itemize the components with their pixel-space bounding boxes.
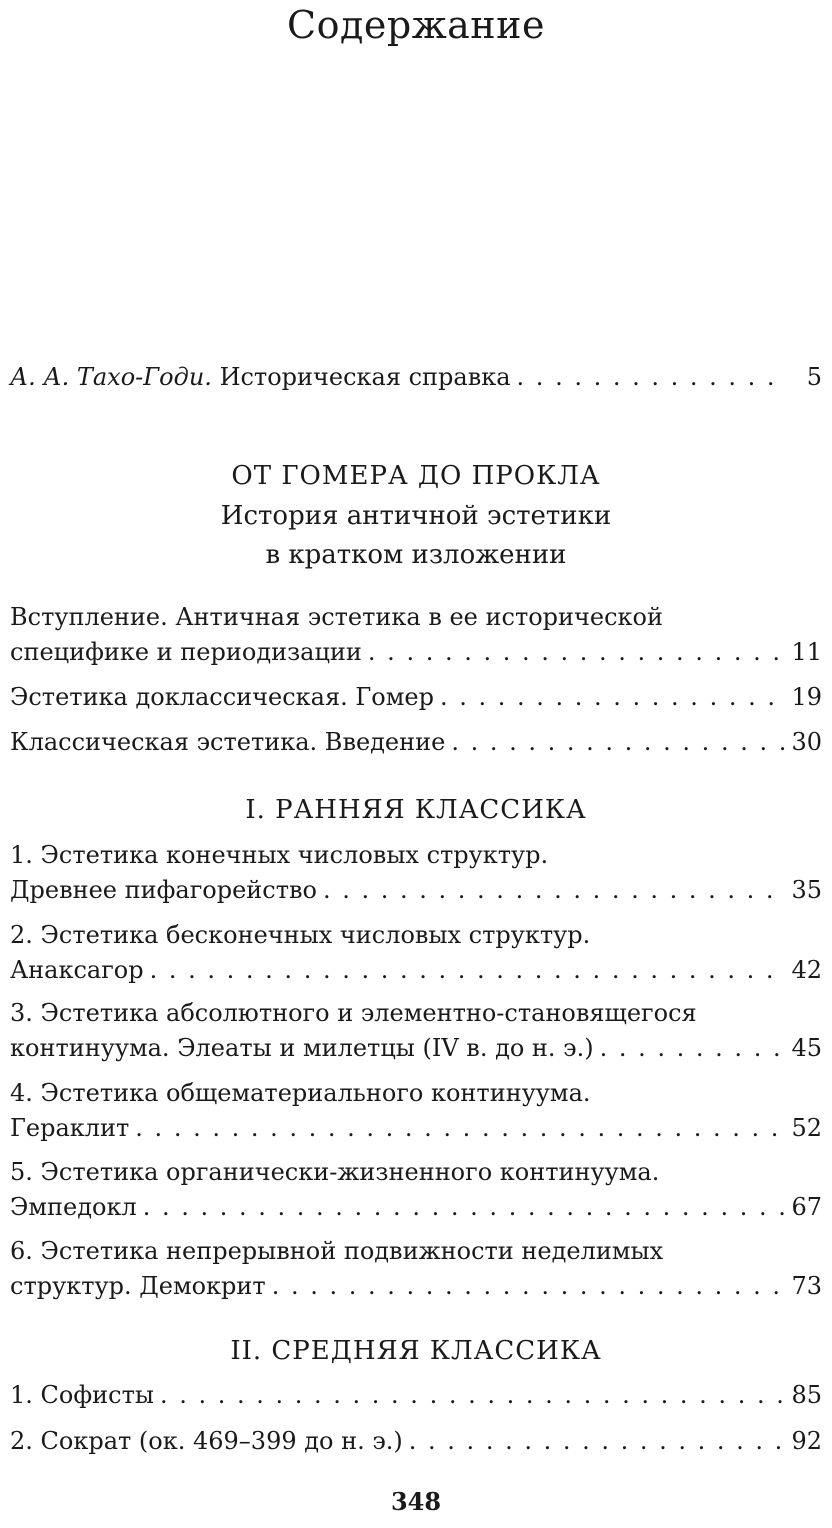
toc-entry-line1: 3. Эстетика абсолютного и элементно-становящегося <box>10 999 697 1027</box>
dot-leader <box>451 725 785 760</box>
toc-entry-intro[interactable] <box>10 360 822 395</box>
toc-entry-s2-1[interactable] <box>10 1378 822 1413</box>
toc-entry-line2: континуума. Элеаты и милетцы (IV в. до н. э.) <box>10 1034 594 1062</box>
toc-page-number: 42 <box>791 956 822 984</box>
toc-entry-line1: 5. Эстетика органически-жизненного континуума. <box>10 1158 660 1186</box>
toc-page-number: 5 <box>806 363 822 391</box>
section-heading-middle-classic: II. СРЕДНЯЯ КЛАССИКА <box>230 1336 602 1366</box>
toc-entry-line2: Древнее пифагорейство <box>10 876 317 904</box>
toc-entry-line2: Анаксагор <box>10 956 144 984</box>
toc-page-number: 73 <box>791 1272 822 1300</box>
toc-entry-s1-5[interactable] <box>10 1155 822 1225</box>
toc-page-number: 92 <box>791 1427 822 1455</box>
part-subtitle-line1: История античной эстетики <box>220 501 612 531</box>
dot-leader <box>440 680 786 715</box>
dot-leader <box>143 1190 786 1225</box>
toc-page-number: 45 <box>791 1034 822 1062</box>
toc-entry-s2-2[interactable] <box>10 1424 822 1459</box>
dot-leader <box>600 1031 786 1066</box>
toc-entry-line2: специфике и периодизации <box>10 638 362 666</box>
toc-entry-line2: Эстетика доклассическая. Гомер <box>10 683 434 711</box>
toc-entry-line2: 1. Софисты <box>10 1381 154 1409</box>
page-title: Содержание <box>287 3 545 47</box>
dot-leader <box>368 635 786 670</box>
dot-leader <box>323 873 785 908</box>
toc-entry-line2: Эмпедокл <box>10 1193 137 1221</box>
toc-entry-s1-4[interactable] <box>10 1076 822 1146</box>
toc-page-number: 52 <box>791 1114 822 1142</box>
toc-entry-line1: 4. Эстетика общематериального континуума. <box>10 1079 591 1107</box>
toc-entry-introduction[interactable] <box>10 600 822 670</box>
toc-entry-line2: 2. Сократ (ок. 469–399 до н. э.) <box>10 1427 403 1455</box>
toc-entry-homer[interactable] <box>10 680 822 715</box>
section-heading-early-classic: I. РАННЯЯ КЛАССИКА <box>245 795 587 825</box>
dot-leader <box>517 360 788 395</box>
toc-page-number: 67 <box>791 1193 822 1221</box>
dot-leader <box>160 1378 786 1413</box>
toc-entry-line1: Вступление. Античная эстетика в ее исторической <box>10 603 663 631</box>
dot-leader <box>272 1269 786 1304</box>
toc-page-number: 85 <box>791 1381 822 1409</box>
toc-entry-s1-6[interactable] <box>10 1234 822 1304</box>
toc-entry-s1-1[interactable] <box>10 838 822 908</box>
toc-page-number: 11 <box>791 638 822 666</box>
toc-page-number: 19 <box>791 683 822 711</box>
part-subtitle-line2: в кратком изложении <box>265 540 567 570</box>
toc-entry-line2: Классическая эстетика. Введение <box>10 728 446 756</box>
toc-entry-line1: 6. Эстетика непрерывной подвижности неделимых <box>10 1237 664 1265</box>
page-number-folio: 348 <box>390 1487 442 1516</box>
toc-entry-s1-3[interactable] <box>10 996 822 1066</box>
part-heading: ОТ ГОМЕРА ДО ПРОКЛА <box>231 461 601 491</box>
toc-page-number: 35 <box>791 876 822 904</box>
toc-entry-classic-intro[interactable] <box>10 725 822 760</box>
toc-page-number: 30 <box>791 728 822 756</box>
toc-entry-title: Историческая справка <box>219 363 511 391</box>
toc-entry-s1-2[interactable] <box>10 918 822 988</box>
toc-entry-line2: Гераклит <box>10 1114 130 1142</box>
toc-entry-author: А. А. Тахо-Годи. <box>10 363 212 391</box>
dot-leader <box>135 1111 785 1146</box>
toc-entry-line1: 2. Эстетика бесконечных числовых структур. <box>10 921 591 949</box>
dot-leader <box>150 953 786 988</box>
dot-leader <box>409 1424 786 1459</box>
toc-entry-line2: структур. Демокрит <box>10 1272 266 1300</box>
toc-entry-line1: 1. Эстетика конечных числовых структур. <box>10 841 549 869</box>
